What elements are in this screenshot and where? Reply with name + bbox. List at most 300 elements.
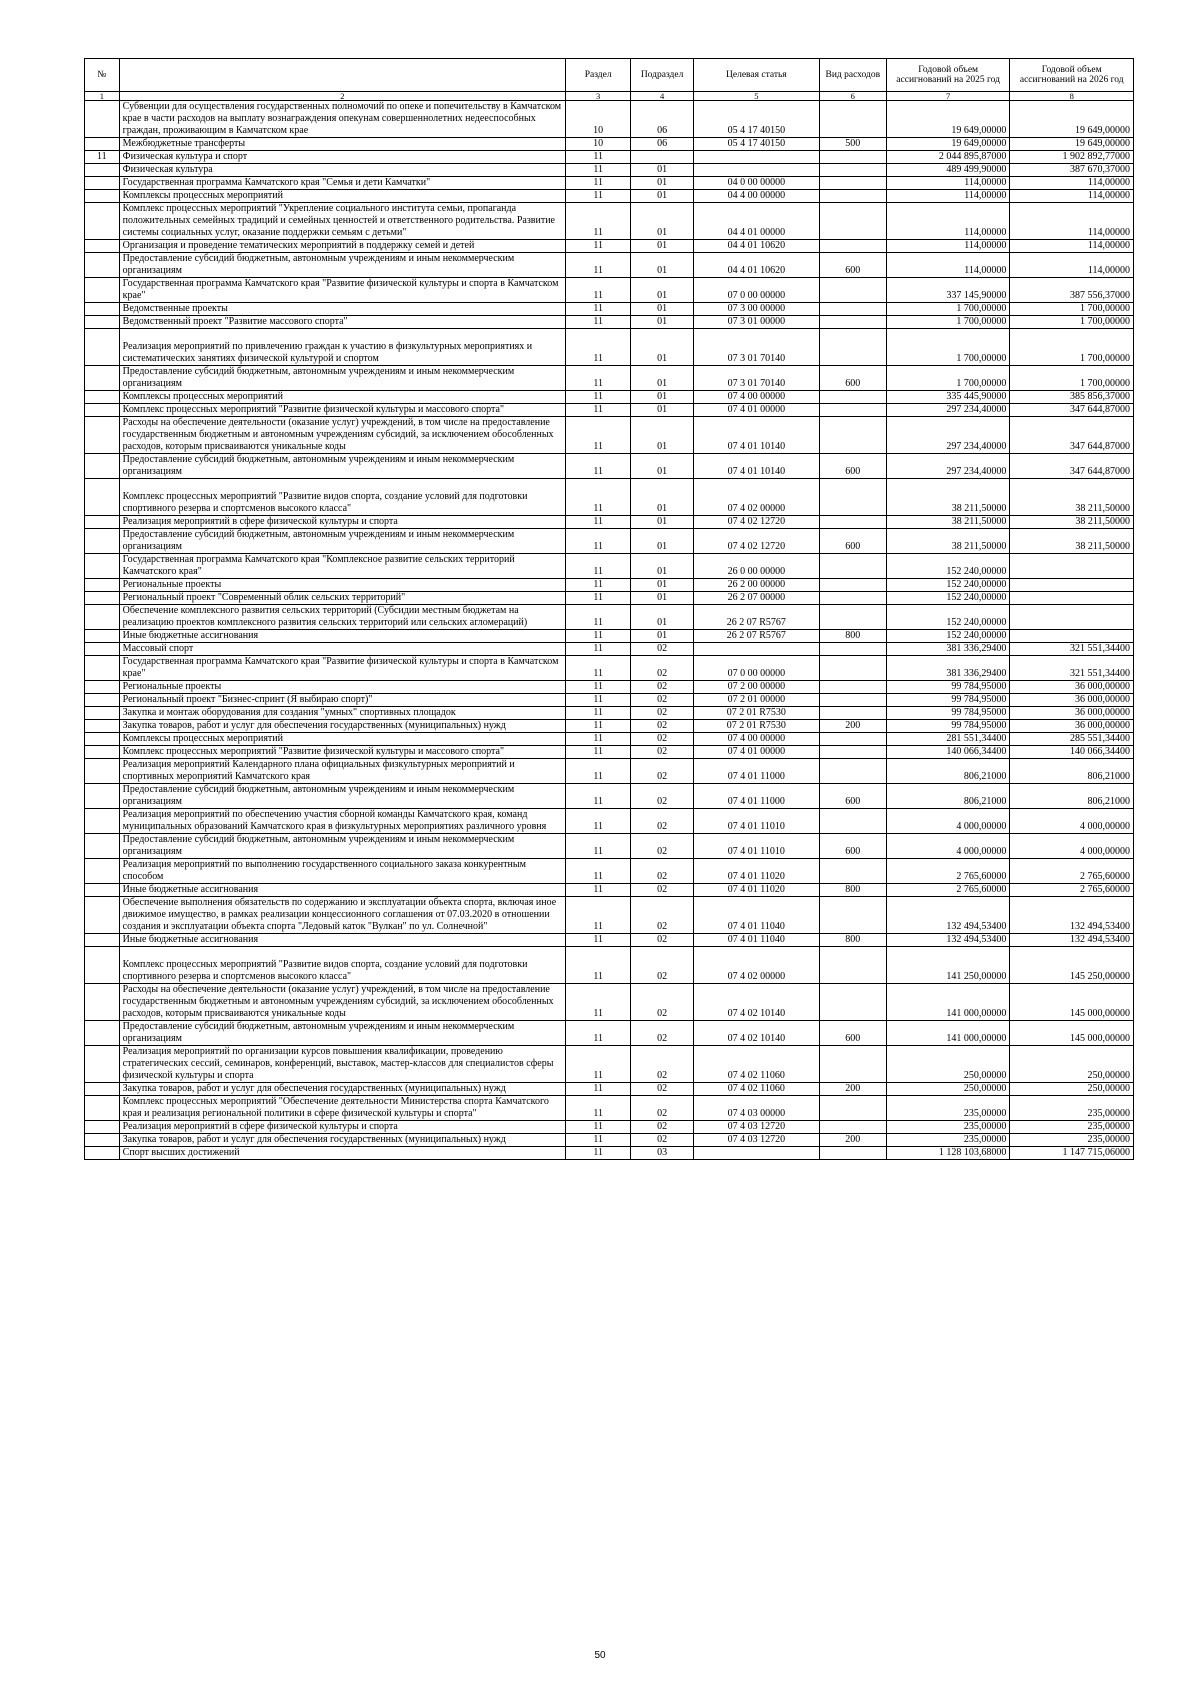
row-razdel: 11	[566, 316, 631, 329]
row-razdel: 11	[566, 720, 631, 733]
row-name: Предоставление субсидий бюджетным, автономным учреждениям и иным некоммерческим организациям	[119, 253, 565, 278]
row-razdel: 11	[566, 1121, 631, 1134]
row-name: Комплекс процессных мероприятий "Развитие физической культуры и массового спорта"	[119, 746, 565, 759]
table-row	[85, 592, 1134, 605]
row-name: Комплекс процессных мероприятий "Развитие физической культуры и массового спорта"	[119, 404, 565, 417]
row-number	[85, 203, 120, 240]
row-amount-2025: 4 000,00000	[886, 834, 1010, 859]
table-row	[85, 177, 1134, 190]
row-celevaya-statya: 26 2 00 00000	[694, 579, 820, 592]
row-vid-raskhodov: 200	[819, 1083, 886, 1096]
row-vid-raskhodov	[819, 733, 886, 746]
row-amount-2025: 132 494,53400	[886, 934, 1010, 947]
row-amount-2026: 2 765,60000	[1010, 859, 1134, 884]
row-razdel: 11	[566, 605, 631, 630]
row-celevaya-statya: 07 4 01 11010	[694, 834, 820, 859]
row-number	[85, 454, 120, 479]
row-celevaya-statya: 07 4 01 00000	[694, 746, 820, 759]
row-razdel: 11	[566, 1083, 631, 1096]
row-razdel: 11	[566, 329, 631, 366]
table-row	[85, 529, 1134, 554]
row-amount-2025: 1 700,00000	[886, 366, 1010, 391]
row-vid-raskhodov: 600	[819, 834, 886, 859]
row-amount-2025: 152 240,00000	[886, 592, 1010, 605]
row-name: Государственная программа Камчатского края "Развитие физической культуры и спорта в Камчатском крае"	[119, 656, 565, 681]
row-celevaya-statya: 07 2 00 00000	[694, 681, 820, 694]
row-podrazdel: 02	[631, 1134, 694, 1147]
row-name: Иные бюджетные ассигнования	[119, 934, 565, 947]
row-celevaya-statya: 07 4 01 00000	[694, 404, 820, 417]
row-number	[85, 681, 120, 694]
row-number	[85, 1083, 120, 1096]
row-vid-raskhodov	[819, 643, 886, 656]
row-amount-2025: 2 765,60000	[886, 859, 1010, 884]
row-celevaya-statya: 07 2 01 R7530	[694, 707, 820, 720]
row-name: Комплекс процессных мероприятий "Развитие видов спорта, создание условий для подготовки спортивного резерва и спортсменов высокого класса"	[119, 479, 565, 516]
row-razdel: 11	[566, 1134, 631, 1147]
row-podrazdel: 01	[631, 366, 694, 391]
table-row	[85, 884, 1134, 897]
row-celevaya-statya: 26 2 07 R5767	[694, 630, 820, 643]
row-celevaya-statya: 07 4 01 11020	[694, 884, 820, 897]
row-podrazdel: 02	[631, 947, 694, 984]
column-number: 5	[694, 92, 820, 101]
row-razdel: 11	[566, 190, 631, 203]
row-podrazdel: 01	[631, 240, 694, 253]
row-amount-2026: 132 494,53400	[1010, 897, 1134, 934]
row-amount-2026	[1010, 592, 1134, 605]
row-name: Иные бюджетные ассигнования	[119, 630, 565, 643]
budget-sheet	[84, 58, 1134, 1160]
row-amount-2025: 297 234,40000	[886, 454, 1010, 479]
row-razdel: 11	[566, 454, 631, 479]
row-number	[85, 643, 120, 656]
table-header	[85, 59, 1134, 101]
header-year-2025: Годовой объем ассигнований на 2025 год	[886, 59, 1010, 92]
row-podrazdel: 02	[631, 784, 694, 809]
row-celevaya-statya: 07 4 02 11060	[694, 1083, 820, 1096]
row-amount-2026: 19 649,00000	[1010, 138, 1134, 151]
row-vid-raskhodov	[819, 516, 886, 529]
row-name: Комплекс процессных мероприятий "Обеспечение деятельности Министерства спорта Камчатского края и реализация региональной политики в сфере физической культуры и спорта"	[119, 1096, 565, 1121]
row-number	[85, 630, 120, 643]
row-number	[85, 579, 120, 592]
row-celevaya-statya: 05 4 17 40150	[694, 138, 820, 151]
row-vid-raskhodov	[819, 592, 886, 605]
row-name: Государственная программа Камчатского края "Семья и дети Камчатки"	[119, 177, 565, 190]
table-row	[85, 516, 1134, 529]
row-celevaya-statya: 07 4 02 11060	[694, 1046, 820, 1083]
row-vid-raskhodov	[819, 101, 886, 138]
row-vid-raskhodov	[819, 316, 886, 329]
row-number	[85, 516, 120, 529]
row-number: 11	[85, 151, 120, 164]
row-amount-2025: 99 784,95000	[886, 681, 1010, 694]
row-amount-2025: 152 240,00000	[886, 630, 1010, 643]
row-amount-2026: 114,00000	[1010, 203, 1134, 240]
row-vid-raskhodov	[819, 1147, 886, 1160]
row-razdel: 11	[566, 592, 631, 605]
row-celevaya-statya: 04 0 00 00000	[694, 177, 820, 190]
row-number	[85, 529, 120, 554]
row-amount-2026: 250,00000	[1010, 1046, 1134, 1083]
row-vid-raskhodov	[819, 404, 886, 417]
row-podrazdel: 02	[631, 694, 694, 707]
row-razdel: 11	[566, 884, 631, 897]
row-podrazdel: 01	[631, 516, 694, 529]
row-amount-2026: 19 649,00000	[1010, 101, 1134, 138]
row-number	[85, 417, 120, 454]
row-razdel: 11	[566, 784, 631, 809]
row-razdel: 11	[566, 746, 631, 759]
row-amount-2026: 36 000,00000	[1010, 707, 1134, 720]
row-razdel: 11	[566, 366, 631, 391]
table-row	[85, 759, 1134, 784]
row-amount-2025: 141 000,00000	[886, 1021, 1010, 1046]
row-number	[85, 164, 120, 177]
row-number	[85, 366, 120, 391]
table-row	[85, 138, 1134, 151]
table-row	[85, 656, 1134, 681]
row-number	[85, 253, 120, 278]
row-amount-2025: 152 240,00000	[886, 605, 1010, 630]
row-name: Иные бюджетные ассигнования	[119, 884, 565, 897]
row-podrazdel: 01	[631, 605, 694, 630]
row-number	[85, 884, 120, 897]
row-number	[85, 934, 120, 947]
row-number	[85, 303, 120, 316]
row-name: Спорт высших достижений	[119, 1147, 565, 1160]
row-number	[85, 1046, 120, 1083]
page-number: 50	[594, 1650, 606, 1661]
column-number: 4	[631, 92, 694, 101]
row-razdel: 11	[566, 859, 631, 884]
row-podrazdel: 01	[631, 278, 694, 303]
row-celevaya-statya: 05 4 17 40150	[694, 101, 820, 138]
row-number	[85, 897, 120, 934]
table-row	[85, 1046, 1134, 1083]
row-razdel: 11	[566, 1096, 631, 1121]
row-vid-raskhodov	[819, 203, 886, 240]
row-celevaya-statya: 07 3 01 70140	[694, 329, 820, 366]
row-celevaya-statya	[694, 164, 820, 177]
table-row	[85, 203, 1134, 240]
row-razdel: 11	[566, 733, 631, 746]
row-podrazdel: 02	[631, 1121, 694, 1134]
row-name: Реализация мероприятий в сфере физической культуры и спорта	[119, 516, 565, 529]
row-amount-2025: 4 000,00000	[886, 809, 1010, 834]
row-vid-raskhodov: 200	[819, 720, 886, 733]
row-razdel: 11	[566, 240, 631, 253]
row-amount-2026: 2 765,60000	[1010, 884, 1134, 897]
row-vid-raskhodov	[819, 859, 886, 884]
row-number	[85, 479, 120, 516]
row-number	[85, 694, 120, 707]
row-vid-raskhodov	[819, 1121, 886, 1134]
row-number	[85, 329, 120, 366]
row-amount-2025: 489 499,90000	[886, 164, 1010, 177]
row-celevaya-statya: 04 4 01 10620	[694, 253, 820, 278]
row-razdel: 11	[566, 681, 631, 694]
row-number	[85, 177, 120, 190]
row-name: Обеспечение комплексного развития сельских территорий (Субсидии местным бюджетам на реализацию проектов комплексного развития сельских территорий или сельских агломераций)	[119, 605, 565, 630]
row-amount-2025: 114,00000	[886, 177, 1010, 190]
row-celevaya-statya	[694, 151, 820, 164]
row-number	[85, 809, 120, 834]
row-amount-2026: 235,00000	[1010, 1096, 1134, 1121]
row-amount-2026: 1 700,00000	[1010, 316, 1134, 329]
row-name: Государственная программа Камчатского края "Комплексное развитие сельских территорий Камчатского края"	[119, 554, 565, 579]
row-amount-2026: 114,00000	[1010, 253, 1134, 278]
table-row	[85, 707, 1134, 720]
row-podrazdel: 01	[631, 303, 694, 316]
row-number	[85, 707, 120, 720]
row-razdel: 10	[566, 101, 631, 138]
row-razdel: 11	[566, 151, 631, 164]
row-number	[85, 1134, 120, 1147]
row-name: Предоставление субсидий бюджетным, автономным учреждениям и иным некоммерческим организациям	[119, 834, 565, 859]
table-row	[85, 746, 1134, 759]
row-celevaya-statya: 07 4 01 10140	[694, 454, 820, 479]
row-vid-raskhodov: 600	[819, 784, 886, 809]
row-amount-2026: 387 556,37000	[1010, 278, 1134, 303]
row-number	[85, 101, 120, 138]
row-vid-raskhodov	[819, 303, 886, 316]
row-amount-2026: 114,00000	[1010, 190, 1134, 203]
row-podrazdel: 02	[631, 643, 694, 656]
row-razdel: 11	[566, 934, 631, 947]
row-razdel: 11	[566, 656, 631, 681]
row-razdel: 11	[566, 203, 631, 240]
row-podrazdel: 02	[631, 897, 694, 934]
row-vid-raskhodov	[819, 1046, 886, 1083]
table-row	[85, 417, 1134, 454]
row-name: Обеспечение выполнения обязательств по содержанию и эксплуатации объекта спорта, включая иное движимое имущество, в рамках реализации концессионного соглашения от 07.03.2020 в отношении создания и эксплуатации объекта спорта "Ледовый каток "Вулкан" по ул. Солнечной"	[119, 897, 565, 934]
row-amount-2025: 132 494,53400	[886, 897, 1010, 934]
row-vid-raskhodov: 500	[819, 138, 886, 151]
header-year-2026: Годовой объем ассигнований на 2026 год	[1010, 59, 1134, 92]
row-amount-2026: 387 670,37000	[1010, 164, 1134, 177]
row-celevaya-statya: 07 4 02 00000	[694, 479, 820, 516]
header-row	[85, 59, 1134, 92]
row-number	[85, 138, 120, 151]
row-amount-2025: 38 211,50000	[886, 479, 1010, 516]
table-row	[85, 366, 1134, 391]
row-vid-raskhodov	[819, 1096, 886, 1121]
row-name: Комплексы процессных мероприятий	[119, 391, 565, 404]
row-podrazdel: 02	[631, 681, 694, 694]
row-number	[85, 656, 120, 681]
row-name: Межбюджетные трансферты	[119, 138, 565, 151]
row-podrazdel: 02	[631, 809, 694, 834]
row-podrazdel: 01	[631, 592, 694, 605]
row-amount-2025: 99 784,95000	[886, 720, 1010, 733]
row-amount-2026: 1 902 892,77000	[1010, 151, 1134, 164]
row-podrazdel: 01	[631, 164, 694, 177]
row-razdel: 11	[566, 278, 631, 303]
row-vid-raskhodov	[819, 579, 886, 592]
row-vid-raskhodov: 800	[819, 934, 886, 947]
column-number: 8	[1010, 92, 1134, 101]
row-amount-2025: 381 336,29400	[886, 656, 1010, 681]
row-razdel: 11	[566, 1021, 631, 1046]
row-name: Комплексы процессных мероприятий	[119, 733, 565, 746]
row-podrazdel: 01	[631, 579, 694, 592]
row-celevaya-statya: 07 4 01 11010	[694, 809, 820, 834]
row-vid-raskhodov	[819, 240, 886, 253]
row-vid-raskhodov	[819, 681, 886, 694]
row-vid-raskhodov	[819, 984, 886, 1021]
row-name: Реализация мероприятий по обеспечению участия сборной команды Камчатского края, команд муниципальных образований Камчатского края в физкультурных мероприятиях различного уровня	[119, 809, 565, 834]
row-amount-2026: 235,00000	[1010, 1121, 1134, 1134]
row-amount-2026	[1010, 605, 1134, 630]
row-name: Предоставление субсидий бюджетным, автономным учреждениям и иным некоммерческим организациям	[119, 529, 565, 554]
table-row	[85, 859, 1134, 884]
row-amount-2025: 114,00000	[886, 240, 1010, 253]
row-celevaya-statya: 07 0 00 00000	[694, 278, 820, 303]
row-celevaya-statya	[694, 643, 820, 656]
row-amount-2025: 152 240,00000	[886, 554, 1010, 579]
row-number	[85, 984, 120, 1021]
table-row	[85, 479, 1134, 516]
header-name	[119, 59, 565, 92]
row-celevaya-statya: 07 4 01 10140	[694, 417, 820, 454]
row-vid-raskhodov	[819, 809, 886, 834]
row-amount-2025: 297 234,40000	[886, 417, 1010, 454]
row-razdel: 11	[566, 947, 631, 984]
row-razdel: 11	[566, 303, 631, 316]
row-celevaya-statya	[694, 1147, 820, 1160]
row-number	[85, 834, 120, 859]
row-name: Субвенции для осуществления государственных полномочий по опеке и попечительству в Камчатском крае в части расходов на выплату вознаграждения опекунам совершеннолетних недееспособных граждан, проживающим в Камчатском крае	[119, 101, 565, 138]
row-name: Ведомственный проект "Развитие массового спорта"	[119, 316, 565, 329]
row-celevaya-statya: 07 4 02 12720	[694, 516, 820, 529]
row-name: Физическая культура и спорт	[119, 151, 565, 164]
table-row	[85, 579, 1134, 592]
table-row	[85, 316, 1134, 329]
row-amount-2025: 806,21000	[886, 759, 1010, 784]
row-podrazdel	[631, 151, 694, 164]
row-podrazdel: 01	[631, 404, 694, 417]
row-razdel: 11	[566, 897, 631, 934]
row-vid-raskhodov: 600	[819, 366, 886, 391]
header-podrazdel: Подраздел	[631, 59, 694, 92]
row-razdel: 11	[566, 479, 631, 516]
row-name: Региональный проект "Современный облик сельских территорий"	[119, 592, 565, 605]
row-name: Региональный проект "Бизнес-спринт (Я выбираю спорт)"	[119, 694, 565, 707]
row-podrazdel: 02	[631, 884, 694, 897]
row-vid-raskhodov	[819, 554, 886, 579]
table-row	[85, 454, 1134, 479]
table-row	[85, 391, 1134, 404]
row-vid-raskhodov: 600	[819, 1021, 886, 1046]
row-amount-2025: 19 649,00000	[886, 101, 1010, 138]
row-podrazdel: 01	[631, 253, 694, 278]
row-amount-2026: 4 000,00000	[1010, 809, 1134, 834]
row-number	[85, 316, 120, 329]
row-name: Комплекс процессных мероприятий "Укрепление социального института семьи, пропаганда положительных семейных традиций и семейных ценностей и ответственного родительства. Развитие системы социальных услуг, оказание поддержки семьям с детьми"	[119, 203, 565, 240]
row-number	[85, 759, 120, 784]
table-row	[85, 947, 1134, 984]
row-podrazdel: 02	[631, 984, 694, 1021]
row-podrazdel: 02	[631, 1096, 694, 1121]
row-vid-raskhodov: 200	[819, 1134, 886, 1147]
row-amount-2025: 141 000,00000	[886, 984, 1010, 1021]
row-amount-2025: 114,00000	[886, 253, 1010, 278]
column-number-row	[85, 92, 1134, 101]
row-razdel: 11	[566, 643, 631, 656]
row-amount-2026: 114,00000	[1010, 240, 1134, 253]
row-podrazdel: 01	[631, 203, 694, 240]
table-row	[85, 809, 1134, 834]
row-amount-2025: 38 211,50000	[886, 516, 1010, 529]
row-amount-2025: 297 234,40000	[886, 404, 1010, 417]
table-row	[85, 643, 1134, 656]
row-celevaya-statya: 26 0 00 00000	[694, 554, 820, 579]
row-razdel: 11	[566, 579, 631, 592]
row-vid-raskhodov	[819, 479, 886, 516]
row-amount-2026: 38 211,50000	[1010, 479, 1134, 516]
row-amount-2026: 347 644,87000	[1010, 417, 1134, 454]
row-number	[85, 554, 120, 579]
row-name: Региональные проекты	[119, 681, 565, 694]
row-celevaya-statya: 07 4 01 11040	[694, 934, 820, 947]
row-amount-2026: 321 551,34400	[1010, 643, 1134, 656]
row-amount-2026: 1 700,00000	[1010, 303, 1134, 316]
table-body	[85, 101, 1134, 1160]
row-amount-2026: 140 066,34400	[1010, 746, 1134, 759]
row-amount-2026: 4 000,00000	[1010, 834, 1134, 859]
row-amount-2025: 38 211,50000	[886, 529, 1010, 554]
row-razdel: 11	[566, 707, 631, 720]
row-vid-raskhodov: 600	[819, 529, 886, 554]
row-name: Комплексы процессных мероприятий	[119, 190, 565, 203]
row-celevaya-statya: 07 4 02 10140	[694, 984, 820, 1021]
row-amount-2025: 99 784,95000	[886, 707, 1010, 720]
row-vid-raskhodov	[819, 391, 886, 404]
row-number	[85, 1096, 120, 1121]
row-amount-2026: 145 250,00000	[1010, 947, 1134, 984]
table-row	[85, 1096, 1134, 1121]
row-name: Ведомственные проекты	[119, 303, 565, 316]
row-razdel: 11	[566, 984, 631, 1021]
row-razdel: 11	[566, 759, 631, 784]
table-row	[85, 164, 1134, 177]
row-podrazdel: 01	[631, 630, 694, 643]
table-row	[85, 934, 1134, 947]
row-razdel: 10	[566, 138, 631, 151]
row-vid-raskhodov	[819, 151, 886, 164]
row-amount-2025: 1 700,00000	[886, 316, 1010, 329]
header-no: №	[85, 59, 120, 92]
row-podrazdel: 01	[631, 417, 694, 454]
row-vid-raskhodov	[819, 329, 886, 366]
row-number	[85, 784, 120, 809]
row-amount-2026	[1010, 630, 1134, 643]
row-celevaya-statya: 07 4 01 11040	[694, 897, 820, 934]
row-number	[85, 404, 120, 417]
table-row	[85, 278, 1134, 303]
row-vid-raskhodov	[819, 278, 886, 303]
row-name: Закупка товаров, работ и услуг для обеспечения государственных (муниципальных) нужд	[119, 1134, 565, 1147]
row-name: Реализация мероприятий по выполнению государственного социального заказа конкурентным способом	[119, 859, 565, 884]
row-razdel: 11	[566, 417, 631, 454]
table-row	[85, 784, 1134, 809]
table-row	[85, 681, 1134, 694]
row-amount-2026: 145 000,00000	[1010, 984, 1134, 1021]
table-row	[85, 1121, 1134, 1134]
row-name: Региональные проекты	[119, 579, 565, 592]
